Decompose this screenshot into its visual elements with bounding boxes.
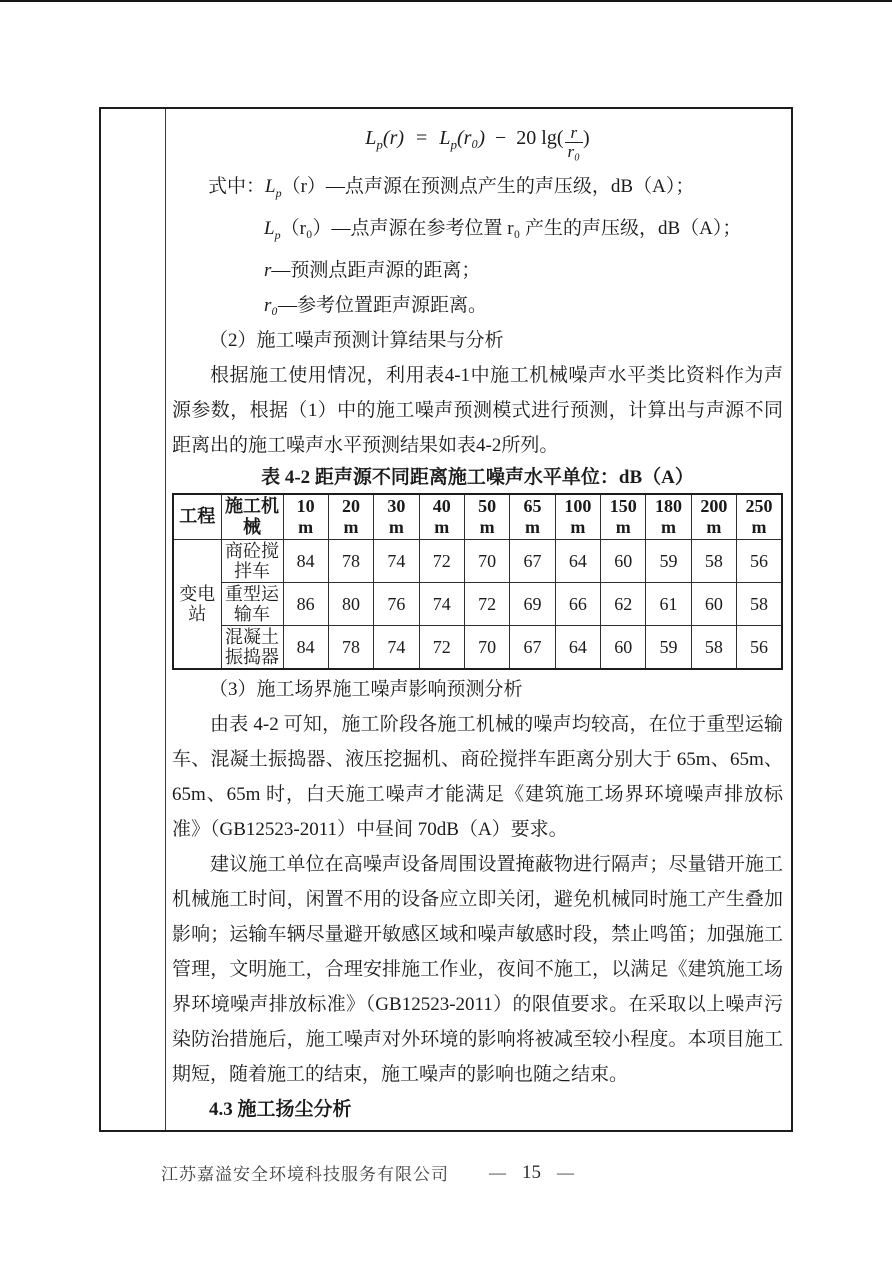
legend-text: （r）—点声源在预测点产生的声压级，dB（A）； [281, 176, 695, 197]
value-cell: 59 [646, 539, 691, 582]
table-row-heavy-truck [173, 582, 782, 625]
legend-variable: L [265, 176, 276, 197]
item2-heading: （2）施工噪声预测计算结果与分析 [209, 329, 504, 351]
table-header-row [173, 494, 782, 540]
value-cell: 58 [691, 625, 736, 669]
paragraph-dust-sources [172, 1127, 783, 1130]
value-cell: 60 [601, 539, 646, 582]
legend-subscript: p [274, 227, 281, 242]
value-cell: 61 [646, 582, 691, 625]
project-cell: 变电站 [173, 539, 221, 669]
legend-prefix: 式中： [208, 176, 266, 197]
formula-rhs-variable: L [439, 126, 451, 149]
footer-dash-left: — [489, 1162, 506, 1182]
legend-text: —参考位置距声源距离。 [278, 294, 488, 316]
legend-subscript: p [275, 185, 282, 200]
value-cell: 70 [464, 625, 509, 669]
machine-cell: 商砼搅拌车 [221, 539, 283, 582]
table-row-mixer-truck [173, 539, 782, 582]
formula-fraction [565, 124, 584, 161]
col-header-distance: 10 m [283, 494, 328, 540]
formula-equals-sign: = [416, 126, 428, 149]
value-cell: 58 [691, 539, 736, 582]
document-content-frame [99, 107, 793, 1132]
item3-heading: （3）施工场界施工噪声影响预测分析 [209, 678, 523, 700]
paragraph-noise-analysis: 由表 4-2 可知，施工阶段各施工机械的噪声均较高，在位于重型运输车、混凝土振捣器、液压挖掘机、商砼搅拌车距离分别大于 65m、65m、65m、65m 时，白天施工噪声才能满足《建筑施工场界环境噪声排放标准》（GB12523-2011）中昼间 70dB（A）要求。 [172, 713, 783, 840]
legend-variable: L [264, 217, 275, 239]
value-cell: 64 [555, 625, 600, 669]
col-header-distance: 250 m [737, 494, 782, 540]
formula-legend-line-2 [172, 211, 783, 253]
value-cell: 56 [737, 625, 782, 669]
col-header-distance: 150 m [601, 494, 646, 540]
col-header-distance: 20 m [328, 494, 373, 540]
formula-legend-line-3 [172, 253, 783, 288]
fraction-denominator: r₀ [565, 142, 584, 161]
table-4-2-title: 表 4-2 距声源不同距离施工噪声水平单位：dB（A） [261, 466, 694, 488]
value-cell: 76 [374, 582, 419, 625]
page-footer [161, 1160, 574, 1185]
value-cell: 60 [691, 582, 736, 625]
value-cell: 70 [464, 539, 509, 582]
value-cell: 72 [419, 625, 464, 669]
col-header-distance: 30 m [374, 494, 419, 540]
value-cell: 84 [283, 625, 328, 669]
frame-left-column [101, 109, 166, 1130]
value-cell: 72 [419, 539, 464, 582]
fraction-numerator: r [570, 123, 578, 142]
table-row-concrete-vibrator [173, 625, 782, 669]
legend-variable: r [264, 259, 272, 281]
machine-cell: 混凝土振捣器 [221, 625, 283, 669]
col-header-distance: 180 m [646, 494, 691, 540]
formula-legend-line-4 [172, 288, 783, 323]
formula-lhs-subscript: p [376, 136, 383, 152]
value-cell: 86 [283, 582, 328, 625]
formula-legend-line-1 [172, 169, 783, 211]
value-cell: 67 [510, 539, 555, 582]
content-column [166, 109, 791, 1130]
value-cell: 74 [419, 582, 464, 625]
value-cell: 72 [464, 582, 509, 625]
footer-page-number: 15 [522, 1161, 541, 1183]
col-header-project: 工程 [173, 494, 221, 540]
value-cell: 64 [555, 539, 600, 582]
col-header-distance: 40 m [419, 494, 464, 540]
formula-lhs-variable: L [365, 126, 377, 149]
value-cell: 59 [646, 625, 691, 669]
col-header-distance: 100 m [555, 494, 600, 540]
col-header-machine: 施工机械 [221, 494, 283, 540]
value-cell: 78 [328, 625, 373, 669]
col-header-distance: 65 m [510, 494, 555, 540]
formula-rhs-subscript: p [450, 136, 457, 152]
value-cell: 69 [510, 582, 555, 625]
sound-pressure-formula [172, 115, 783, 169]
value-cell: 56 [737, 539, 782, 582]
value-cell: 60 [601, 625, 646, 669]
formula-coefficient: 20 lg( [516, 126, 564, 149]
machine-cell: 重型运输车 [221, 582, 283, 625]
value-cell: 67 [510, 625, 555, 669]
scan-edge-artifact [0, 0, 892, 2]
paragraph-prediction-basis: 根据施工使用情况，利用表4-1中施工机械噪声水平类比资料作为声源参数，根据（1）中的施工噪声预测模式进行预测，计算出与声源不同距离出的施工噪声水平预测结果如表4-2所列。 [172, 364, 783, 456]
value-cell: 80 [328, 582, 373, 625]
value-cell: 62 [601, 582, 646, 625]
value-cell: 74 [374, 539, 419, 582]
formula-minus-sign: − [495, 126, 507, 149]
noise-level-table [172, 493, 783, 670]
footer-company-name: 江苏嘉溢安全环境科技服务有限公司 [161, 1165, 449, 1184]
value-cell: 84 [283, 539, 328, 582]
section-4-3-heading: 4.3 施工扬尘分析 [209, 1098, 352, 1120]
col-header-distance: 50 m [464, 494, 509, 540]
value-cell: 66 [555, 582, 600, 625]
footer-dash-right: — [557, 1162, 574, 1182]
formula-lhs-argument: (r) [382, 126, 405, 149]
legend-text: （r₀）—点声源在参考位置 r₀ 产生的声压级，dB（A）； [280, 217, 742, 239]
legend-text: —预测点距声源的距离； [271, 259, 481, 281]
value-cell: 74 [374, 625, 419, 669]
legend-variable: r₀ [264, 294, 278, 316]
paragraph-mitigation-measures: 建议施工单位在高噪声设备周围设置掩蔽物进行隔声；尽量错开施工机械施工时间，闲置不用的设备应立即关闭，避免机械同时施工产生叠加影响；运输车辆尽量避开敏感区域和噪声敏感时段，禁止鸣笛；加强施工管理，文明施工，合理安排施工作业，夜间不施工，以满足《建筑施工场界环境噪声排放标准》（GB12523-2011）的限值要求。在采取以上噪声污染防治措施后，施工噪声对外环境的影响将被减至较小程度。本项目施工期短，随着施工的结束，施工噪声的影响也随之结束。 [172, 853, 783, 1085]
value-cell: 58 [737, 582, 782, 625]
formula-rhs-argument: (r₀) [456, 126, 485, 149]
formula-close-paren: ) [583, 126, 590, 149]
value-cell: 78 [328, 539, 373, 582]
col-header-distance: 200 m [691, 494, 736, 540]
